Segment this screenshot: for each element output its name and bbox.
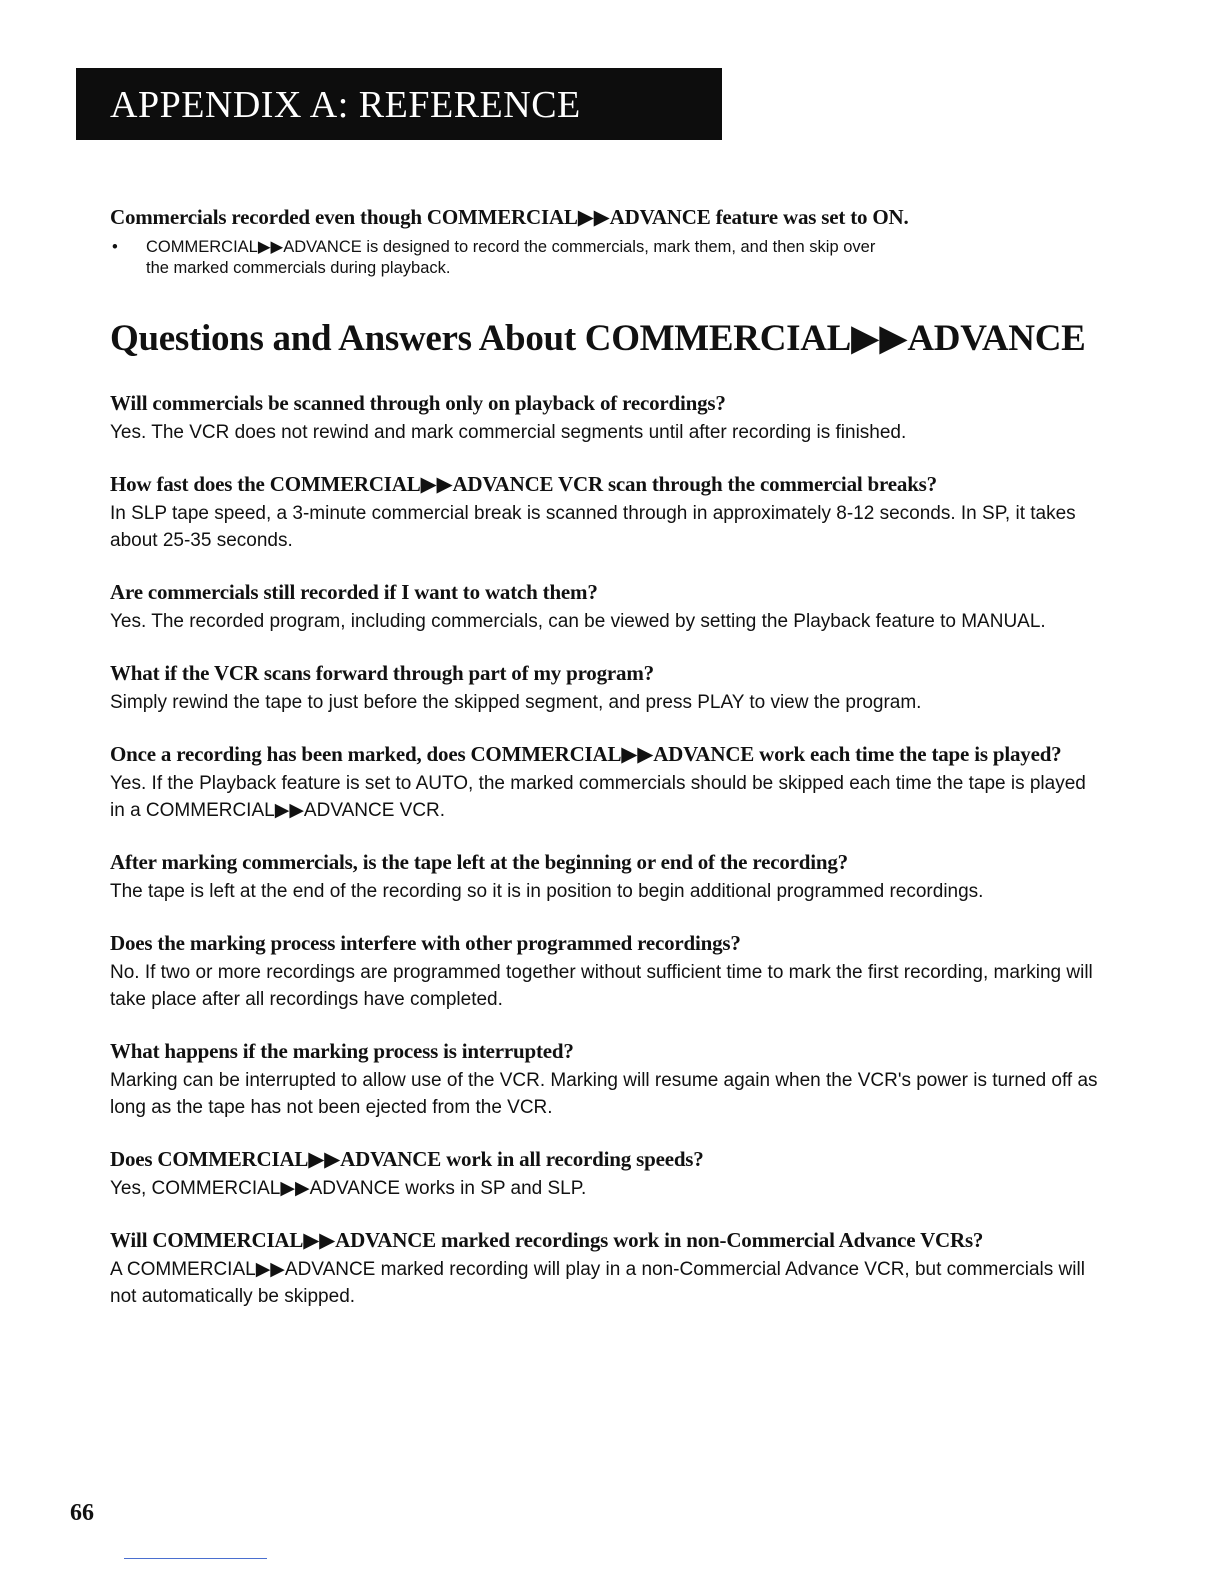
qa-question: Does the marking process interfere with other programmed recordings? bbox=[110, 931, 741, 955]
intro-answer-line1: COMMERCIAL▶▶ADVANCE is designed to record the commercials, mark them, and then skip over bbox=[146, 238, 876, 256]
qa-item bbox=[110, 391, 1100, 446]
qa-answer: Simply rewind the tape to just before the skipped segment, and press PLAY to view the program. bbox=[110, 692, 922, 713]
qa-question: After marking commercials, is the tape left at the beginning or end of the recording? bbox=[110, 850, 848, 874]
intro-answer bbox=[110, 237, 1100, 279]
page-content bbox=[110, 205, 1100, 1310]
intro-question: Commercials recorded even though COMMERCIAL▶▶ADVANCE feature was set to ON. bbox=[110, 205, 909, 229]
qa-item bbox=[110, 1228, 1100, 1310]
page-number: 66 bbox=[70, 1500, 94, 1526]
qa-question: How fast does the COMMERCIAL▶▶ADVANCE VCR scan through the commercial breaks? bbox=[110, 472, 937, 496]
section-title: Questions and Answers About COMMERCIAL▶▶ADVANCE bbox=[110, 318, 1086, 359]
qa-answer: A COMMERCIAL▶▶ADVANCE marked recording will play in a non-Commercial Advance VCR, but commercials will not automatically be skipped. bbox=[110, 1259, 1085, 1307]
qa-question: Will COMMERCIAL▶▶ADVANCE marked recordings work in non-Commercial Advance VCRs? bbox=[110, 1228, 984, 1252]
intro-answer-line2: the marked commercials during playback. bbox=[146, 259, 451, 277]
qa-answer: Yes. If the Playback feature is set to AUTO, the marked commercials should be skipped each time the tape is played in a COMMERCIAL▶▶ADVANCE VCR. bbox=[110, 773, 1086, 821]
qa-question: What if the VCR scans forward through part of my program? bbox=[110, 661, 654, 685]
qa-question: Will commercials be scanned through only on playback of recordings? bbox=[110, 391, 726, 415]
qa-question: What happens if the marking process is interrupted? bbox=[110, 1039, 574, 1063]
qa-question: Does COMMERCIAL▶▶ADVANCE work in all recording speeds? bbox=[110, 1147, 704, 1171]
qa-answer: In SLP tape speed, a 3-minute commercial break is scanned through in approximately 8-12 seconds. In SP, it takes about 25-35 seconds. bbox=[110, 503, 1076, 551]
qa-answer: No. If two or more recordings are programmed together without sufficient time to mark the first recording, marking will take place after all recordings have completed. bbox=[110, 962, 1093, 1010]
qa-item bbox=[110, 931, 1100, 1013]
qa-item bbox=[110, 661, 1100, 716]
qa-answer: The tape is left at the end of the recording so it is in position to begin additional programmed recordings. bbox=[110, 881, 984, 902]
qa-answer: Yes, COMMERCIAL▶▶ADVANCE works in SP and SLP. bbox=[110, 1178, 587, 1199]
qa-question: Once a recording has been marked, does COMMERCIAL▶▶ADVANCE work each time the tape is played? bbox=[110, 742, 1062, 766]
bullet-icon: • bbox=[112, 238, 118, 256]
bottom-divider bbox=[124, 1558, 267, 1559]
qa-item bbox=[110, 850, 1100, 905]
qa-answer: Yes. The VCR does not rewind and mark commercial segments until after recording is finished. bbox=[110, 422, 907, 443]
qa-answer: Marking can be interrupted to allow use of the VCR. Marking will resume again when the VCR's power is turned off as long as the tape has not been ejected from the VCR. bbox=[110, 1070, 1098, 1118]
qa-item bbox=[110, 472, 1100, 554]
page-title: APPENDIX A: REFERENCE bbox=[110, 84, 581, 126]
qa-question: Are commercials still recorded if I want to watch them? bbox=[110, 580, 598, 604]
qa-item bbox=[110, 580, 1100, 635]
intro-block bbox=[110, 205, 1100, 279]
qa-item bbox=[110, 1039, 1100, 1121]
appendix-banner bbox=[76, 68, 722, 140]
qa-item bbox=[110, 742, 1100, 824]
qa-item bbox=[110, 1147, 1100, 1202]
qa-answer: Yes. The recorded program, including commercials, can be viewed by setting the Playback feature to MANUAL. bbox=[110, 611, 1046, 632]
